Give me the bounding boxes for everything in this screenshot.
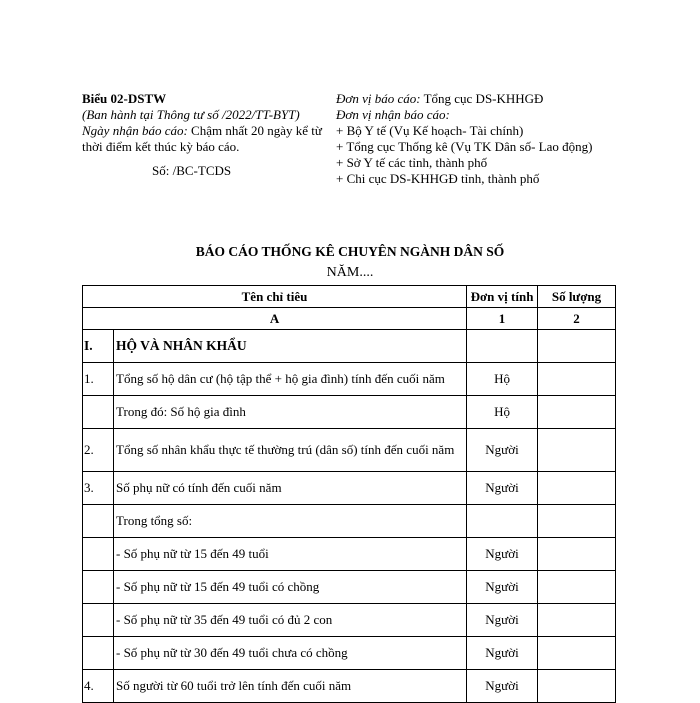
row-quantity <box>538 363 616 396</box>
row-name: Trong tổng số: <box>114 505 467 538</box>
row-quantity <box>538 330 616 363</box>
row-name: Tổng số nhân khẩu thực tế thường trú (dân số) tính đến cuối năm <box>114 429 467 472</box>
table-row <box>83 538 616 571</box>
row-name: Trong đó: Số hộ gia đình <box>114 396 467 429</box>
row-quantity <box>538 472 616 505</box>
table-header-row <box>83 286 616 308</box>
table-row <box>83 670 616 703</box>
table-row <box>83 429 616 472</box>
deadline <box>82 123 332 155</box>
table-row <box>83 505 616 538</box>
table-row <box>83 637 616 670</box>
row-number <box>83 604 114 637</box>
header-indicator: Tên chỉ tiêu <box>83 286 467 308</box>
row-unit: Người <box>467 670 538 703</box>
table-row <box>83 363 616 396</box>
form-code: Biểu 02-DSTW <box>82 91 167 106</box>
row-name: - Số phụ nữ từ 35 đến 49 tuổi có đủ 2 con <box>114 604 467 637</box>
row-quantity <box>538 505 616 538</box>
receiving-unit-label: Đơn vị nhận báo cáo: <box>336 107 450 122</box>
header-left <box>82 91 332 179</box>
header-quantity: Số lượng <box>538 286 616 308</box>
row-quantity <box>538 604 616 637</box>
receiver-item: + Sở Y tế các tỉnh, thành phố <box>336 155 488 170</box>
row-unit: Người <box>467 571 538 604</box>
row-name: - Số phụ nữ từ 15 đến 49 tuổi có chồng <box>114 571 467 604</box>
row-unit: Người <box>467 604 538 637</box>
reporting-unit-label: Đơn vị báo cáo: <box>336 91 421 106</box>
subheader-quantity: 2 <box>538 308 616 330</box>
table-row <box>83 604 616 637</box>
report-number: Số: /BC-TCDS <box>152 163 232 178</box>
row-name: - Số phụ nữ từ 15 đến 49 tuổi <box>114 538 467 571</box>
reporting-unit-value: Tổng cục DS-KHHGĐ <box>420 91 544 106</box>
deadline-text: Chậm nhất 20 ngày kể từ thời điểm kết thúc kỳ báo cáo. <box>82 123 322 154</box>
receiver-item: + Chi cục DS-KHHGĐ tỉnh, thành phố <box>336 171 540 186</box>
row-quantity <box>538 571 616 604</box>
receiver-item: + Tổng cục Thống kê (Vụ TK Dân số- Lao động) <box>336 139 593 154</box>
row-name: Tổng số hộ dân cư (hộ tập thể + hộ gia đình) tính đến cuối năm <box>114 363 467 396</box>
row-number: 1. <box>83 363 114 396</box>
row-unit: Người <box>467 637 538 670</box>
row-number: I. <box>83 330 114 363</box>
header-unit: Đơn vị tính <box>467 286 538 308</box>
report-title: BÁO CÁO THỐNG KÊ CHUYÊN NGÀNH DÂN SỐ <box>195 244 505 259</box>
subheader-unit: 1 <box>467 308 538 330</box>
row-number <box>83 571 114 604</box>
row-number: 3. <box>83 472 114 505</box>
row-quantity <box>538 670 616 703</box>
report-table <box>82 285 616 703</box>
table-subheader-row <box>83 308 616 330</box>
deadline-label: Ngày nhận báo cáo: <box>82 123 188 138</box>
row-quantity <box>538 396 616 429</box>
row-quantity <box>538 538 616 571</box>
receiver-item: + Bộ Y tế (Vụ Kế hoạch- Tài chính) <box>336 123 524 138</box>
row-number <box>83 538 114 571</box>
row-unit: Người <box>467 472 538 505</box>
row-unit <box>467 330 538 363</box>
row-unit: Hộ <box>467 363 538 396</box>
row-number <box>83 637 114 670</box>
row-name: Số người từ 60 tuổi trở lên tính đến cuối năm <box>114 670 467 703</box>
issued-by: (Ban hành tại Thông tư số /2022/TT-BYT) <box>82 107 300 122</box>
table-row <box>83 330 616 363</box>
row-name: - Số phụ nữ từ 30 đến 49 tuổi chưa có chồng <box>114 637 467 670</box>
row-unit: Người <box>467 538 538 571</box>
row-name: HỘ VÀ NHÂN KHẨU <box>114 330 467 363</box>
row-unit: Người <box>467 429 538 472</box>
row-unit: Hộ <box>467 396 538 429</box>
row-quantity <box>538 637 616 670</box>
row-number: 4. <box>83 670 114 703</box>
row-number <box>83 505 114 538</box>
table-row <box>83 571 616 604</box>
report-year: NĂM.... <box>326 265 374 280</box>
row-name: Số phụ nữ có tính đến cuối năm <box>114 472 467 505</box>
row-number: 2. <box>83 429 114 472</box>
reporting-unit <box>336 91 656 107</box>
header-right <box>336 91 656 187</box>
table-row <box>83 396 616 429</box>
row-unit <box>467 505 538 538</box>
table-row <box>83 472 616 505</box>
subheader-indicator: A <box>83 308 467 330</box>
row-quantity <box>538 429 616 472</box>
row-number <box>83 396 114 429</box>
